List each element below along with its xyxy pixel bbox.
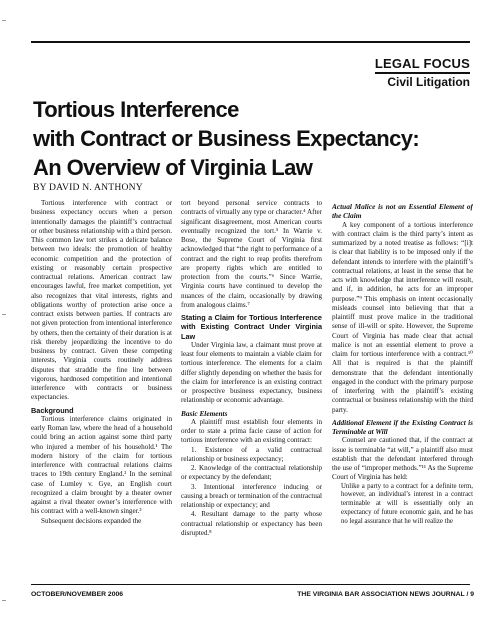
paragraph: A plaintiff must establish four elements in order to state a prima facie cause of action for tortious interference with an existing contract: xyxy=(181,417,322,445)
column-1 xyxy=(31,199,172,577)
byline: BY DAVID N. ANTHONY xyxy=(33,182,143,193)
margin-mark xyxy=(2,314,6,315)
paragraph: Tortious interference claims originated in early Roman law, where the head of a household could bring an action against some third party who injured a member of his household.¹ The modern history of the claim for tortious interference with contractual relations claims traces to 19th century England.² In the seminal case of Lumley v. Gye, an English court recognized a claim brought by a theater owner against a rival theater owner’s interference with his contract with a well-known singer.³ xyxy=(31,414,172,516)
list-item: 2. Knowledge of the contractual relationship or expectancy by the defendant; xyxy=(181,464,322,482)
masthead xyxy=(375,56,470,89)
subsection-label: Civil Litigation xyxy=(387,74,470,89)
column-3 xyxy=(332,199,473,577)
section-label: LEGAL FOCUS xyxy=(374,56,470,71)
list-item: 4. Resultant damage to the party whose contractual relationship or expectancy has been disrupted.⁸ xyxy=(181,510,322,537)
masthead-rule xyxy=(375,72,470,74)
list-item: 1. Existence of a valid contractual relationship or business expectancy; xyxy=(181,445,322,463)
paragraph: Tortious interference with contract or business expectancy occurs when a person intentionally damages the plaintiff’s contractual or other business relationship with a third person. This common law tort strikes a delicate balance between two ideals: the promotion of healthy economic competition and the protection of existing or reasonably certain prospective contractual relations. American contract law encourages lawful, free market competition, yet also recognizes that vital interests, rights and obligations worthy of protection arise once a contract exists between parties. If contracts are not given protection from intentional interference by others, then the certainty of their duration is at risk thereby jeopardizing the incentive to do business by contract. Given these competing interests, Virginia courts routinely address disputes that straddle the fine line between vigorous, hardnosed competition and intentional interference with contracts or business expectancies. xyxy=(31,199,172,402)
title-line-2: with Contract or Business Expectancy: xyxy=(33,126,420,151)
publication-page: THE VIRGINIA BAR ASSOCIATION NEWS JOURNAL / 9 xyxy=(297,591,474,598)
subsection-heading: Basic Elements xyxy=(181,408,228,418)
article-title xyxy=(33,95,473,182)
section-heading: Background xyxy=(31,405,74,415)
paragraph: tort beyond personal service contracts to contracts of virtually any type or character.⁴ After significant disagreement, most American courts eventually recognized the tort.⁵ In Warrie v. Bose, the Supreme Court of Virginia first acknowledged that “the right to performance of a contract and the right to reap profits therefrom are property rights which are entitled to protection from the courts.”⁶ Since Warrie, Virginia courts have continued to develop the nuances of the claim, occasionally by drawing from analogous claims.⁷ xyxy=(181,199,322,309)
subsection-heading: Additional Element if the Existing Contract is Terminable at Will xyxy=(332,417,473,436)
issue-date: OCTOBER/NOVEMBER 2006 xyxy=(31,591,124,598)
title-line-1: Tortious Interference xyxy=(33,97,239,122)
subsection-heading: Actual Malice is not an Essential Element of the Claim xyxy=(332,202,473,221)
column-2 xyxy=(181,199,322,577)
block-quote: Unlike a party to a contract for a definite term, however, an individual’s interest in a contract terminable at will is essentially only an expectancy of future economic gain, and he has no legal assurance that he will realize the xyxy=(341,482,473,525)
paragraph: A key component of a tortious interference with contract claim is the third party’s intent as summarized by a noted treatise as follows: “[i]t is clear that liability is to be imposed only if the defendant intends to interfere with the plaintiff’s contractual relations, at least in the sense that he acts with knowledge that interference will result, and if, in addition, he acts for an improper purpose.”⁹ This emphasis on intent occasionally misleads counsel into believing that that a plaintiff must prove malice in the traditional sense of ill-will or spite. However, the Supreme Court of Virginia has made clear that actual malice is not an essential element to prove a claim for tortious interference with a contract.¹⁰ All that is required is that the plaintiff demonstrate that the defendant intentionally engaged in the conduct with the primary purpose of interfering with the plaintiff’s existing contractual or business relationship with the third party. xyxy=(332,220,473,414)
margin-mark xyxy=(2,20,6,21)
section-heading: Stating a Claim for Tortious Interference with Existing Contract Under Virginia Law xyxy=(181,313,322,341)
top-rule xyxy=(31,41,470,43)
paragraph: Subsequent decisions expanded the xyxy=(41,516,142,525)
paragraph: Under Virginia law, a claimant must prove at least four elements to maintain a viable claim for tortious interference. The elements for a claim differ slightly depending on whether the basis for the claim for interference is an existing contract or prospective business expectancy, business relationship or economic advantage. xyxy=(181,340,322,405)
bottom-rule xyxy=(31,584,470,585)
article-body xyxy=(31,199,474,577)
title-line-3: An Overview of Virginia Law xyxy=(33,155,313,180)
list-item: 3. Intentional interference inducing or causing a breach or termination of the contractual relationship or expectancy; and xyxy=(181,482,322,509)
margin-mark xyxy=(2,600,6,601)
paragraph: Counsel are cautioned that, if the contract at issue is terminable “at will,” a plaintiff also must establish that the defendant interfered through the use of “improper methods.”¹¹ As the Supreme Court of Virginia has held: xyxy=(332,436,473,482)
